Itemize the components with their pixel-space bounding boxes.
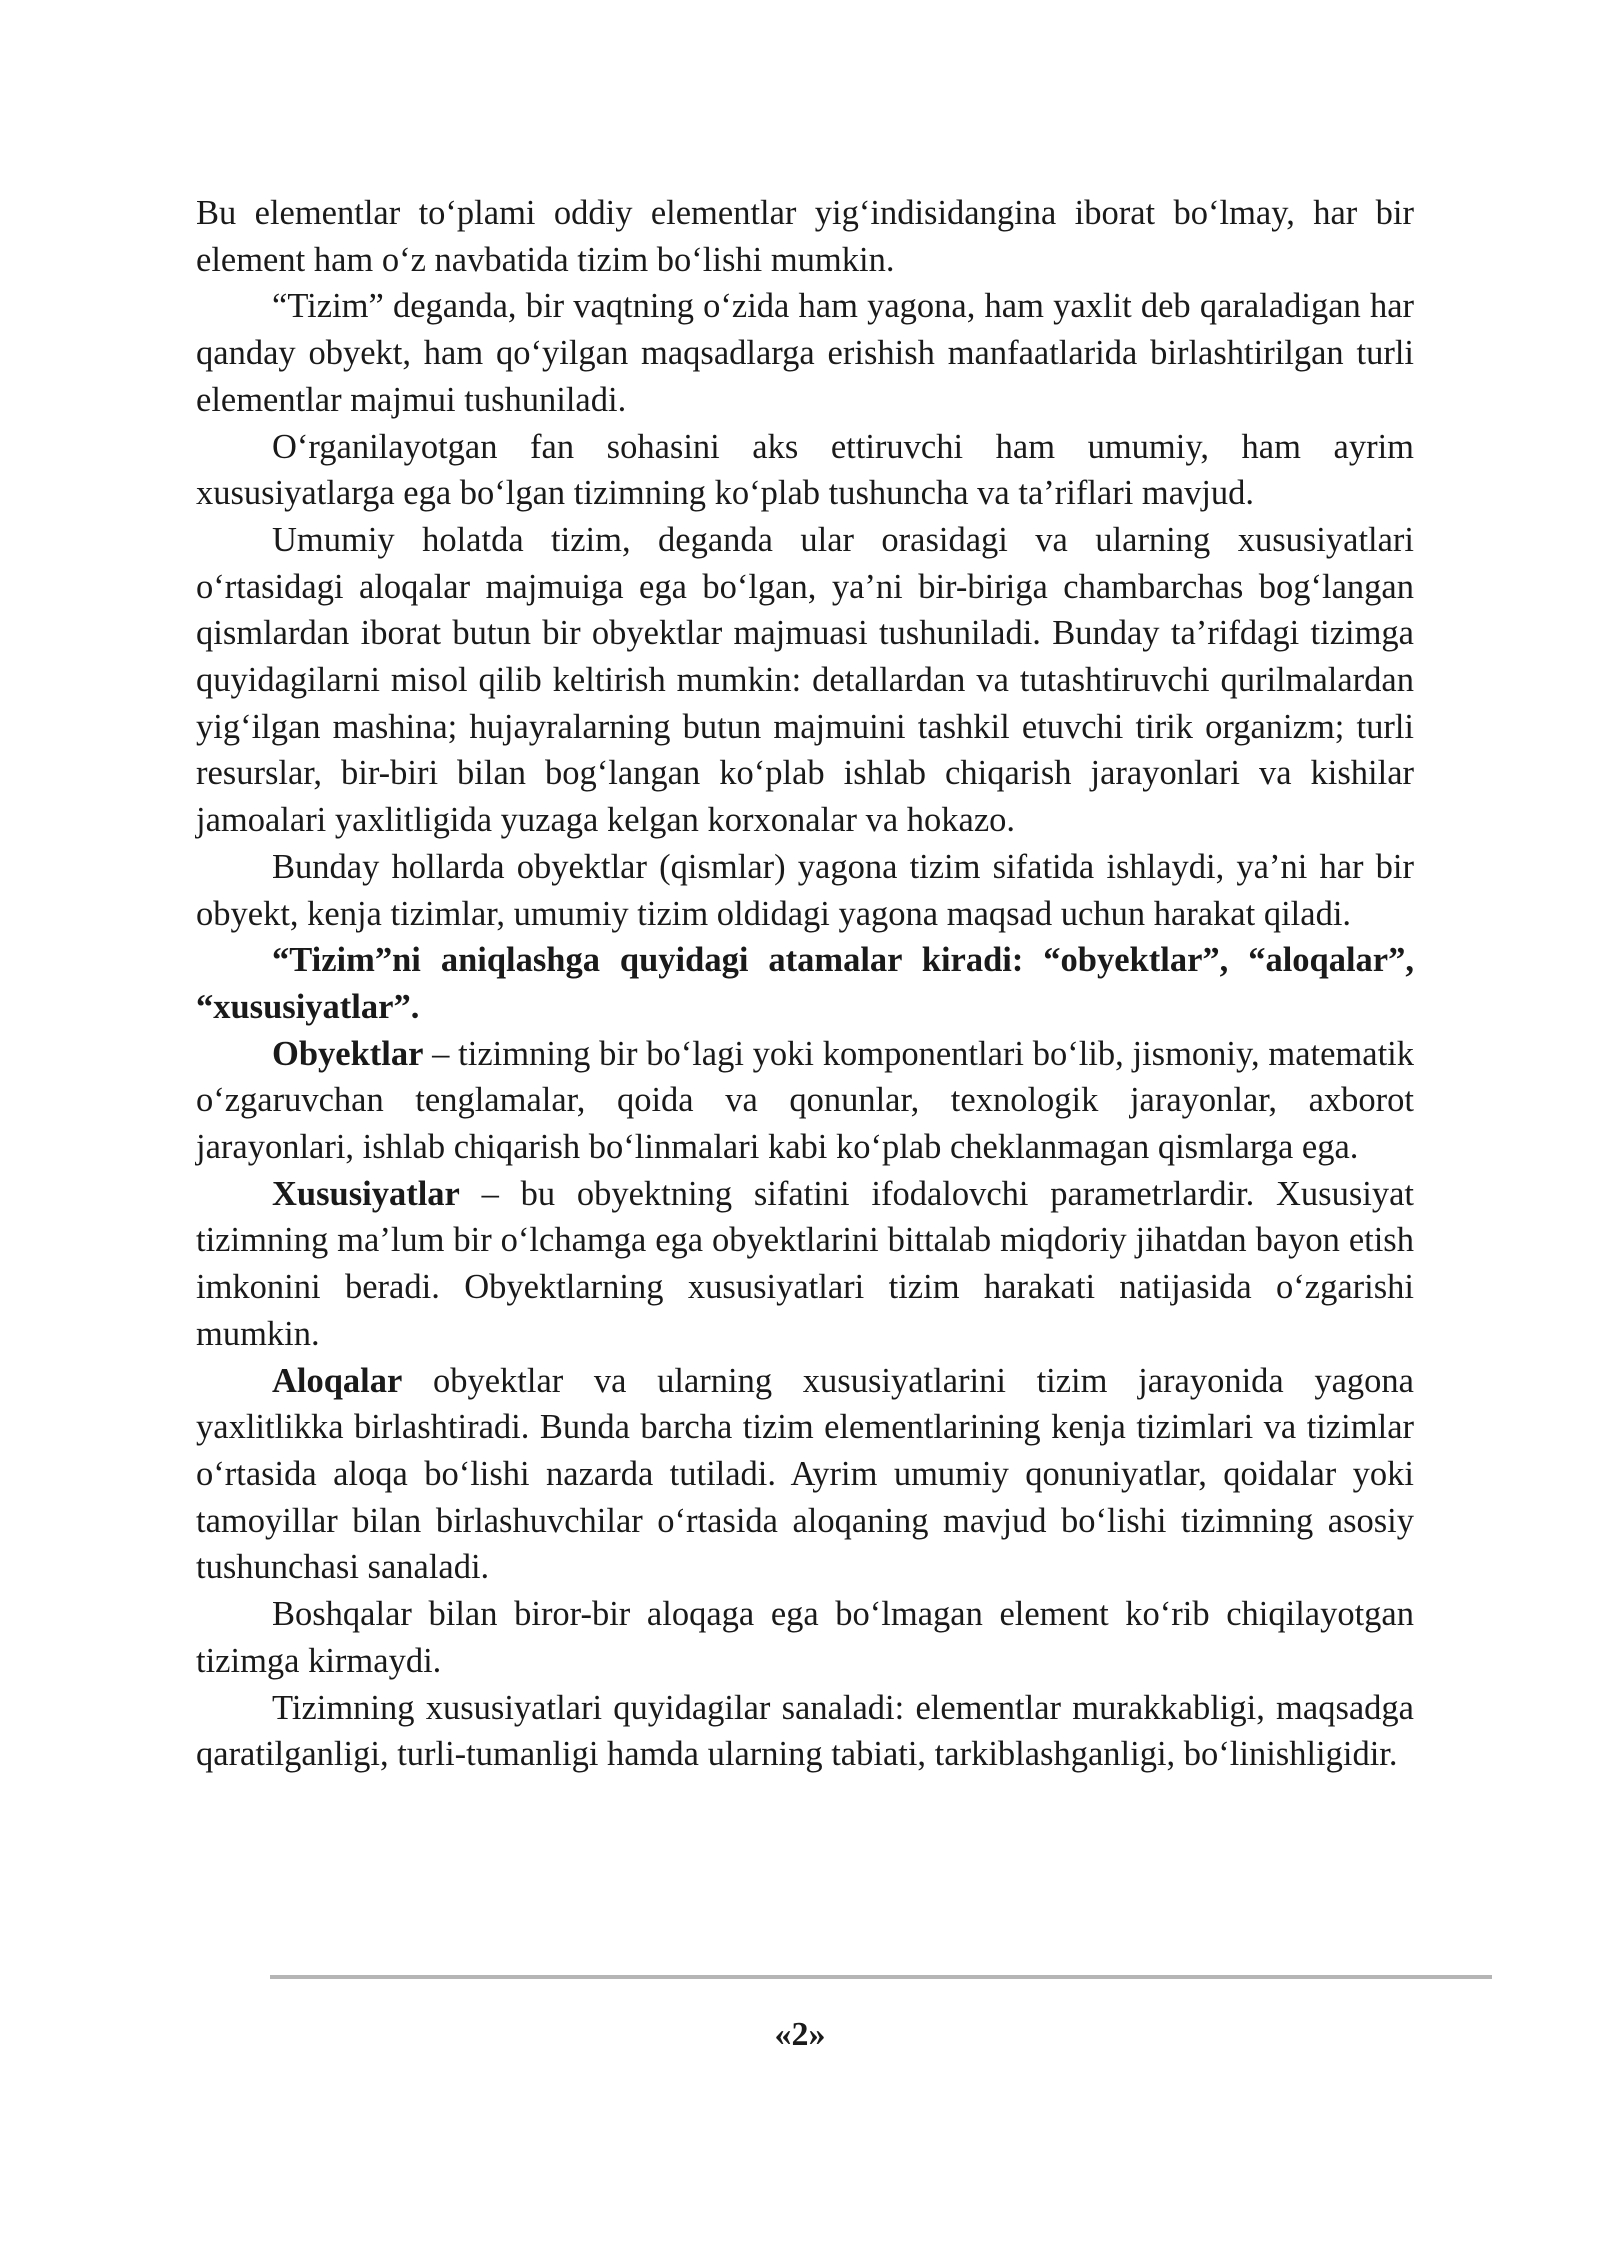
term-obyektlar: Obyektlar — [272, 1034, 424, 1073]
paragraph-7-objects — [196, 1031, 1414, 1171]
paragraph-4: Umumiy holatda tizim, deganda ular orasidagi va ularning xususiyatlari o‘rtasidagi aloqalar majmuiga ega bo‘lgan, ya’ni bir-biriga chambarchas bog‘langan qismlardan iborat butun bir obyektlar majmuasi tushuniladi. Bunday ta’rifdagi tizimga quyidagilarni misol qilib keltirish mumkin: detallardan va tutashtiruvchi qurilmalardan yig‘ilgan mashina; hujayralarning butun majmuini tashkil etuvchi tirik organizm; turli resurslar, bir-biri bilan bog‘langan ko‘plab ishlab chiqarish jarayonlari va kishilar jamoalari yaxlitligida yuzaga kelgan korxonalar va hokazo. — [196, 520, 1414, 840]
paragraph-5: Bunday hollarda obyektlar (qismlar) yagona tizim sifatida ishlaydi, ya’ni har bir obyekt, kenja tizimlar, umumiy tizim oldidagi yagona maqsad uchun harakat qiladi. — [196, 847, 1414, 933]
term-aloqalar: Aloqalar — [272, 1361, 403, 1400]
paragraph-3: O‘rganilayotgan fan sohasini aks ettiruvchi ham umumiy, ham ayrim xususiyatlarga ega bo‘lgan tizimning ko‘plab tushuncha va ta’riflari mavjud. — [196, 427, 1414, 513]
paragraph-7-text: – tizimning bir bo‘lagi yoki komponentlari bo‘lib, jismoniy, matematik o‘zgaruvchan tenglamalar, qoida va qonunlar, texnologik jarayonlar, axborot jarayonlari, ishlab chiqarish bo‘linmalari kabi ko‘plab cheklanmagan qismlarga ega. — [196, 1034, 1414, 1167]
paragraph-6-definition-terms: “Tizim”ni aniqlashga quyidagi atamalar kiradi: “obyektlar”, “aloqalar”, “xususiyatlar”. — [196, 941, 1414, 1026]
paragraph-1: Bu elementlar to‘plami oddiy elementlar yig‘indisidangina iborat bo‘lmay, har bir element ham o‘z navbatida tizim bo‘lishi mumkin. — [196, 194, 1414, 279]
term-xususiyatlar: Xususiyatlar — [272, 1174, 460, 1213]
document-body — [196, 190, 1414, 1778]
paragraph-11: Tizimning xususiyatlari quyidagilar sanaladi: elementlar murakkabligi, maqsadga qaratilganligi, turli-tumanligi hamda ularning tabiati, tarkiblashganligi, bo‘linishligidir. — [196, 1688, 1414, 1774]
page-number: «2» — [774, 2016, 826, 2053]
paragraph-8-properties — [196, 1171, 1414, 1358]
paragraph-2: “Tizim” deganda, bir vaqtning o‘zida ham yagona, ham yaxlit deb qaraladigan har qanday obyekt, ham qo‘yilgan maqsadlarga erishish manfaatlarida birlashtirilgan turli elementlar majmui tushuniladi. — [196, 287, 1414, 419]
footer-divider — [270, 1975, 1492, 1979]
paragraph-10: Boshqalar bilan biror-bir aloqaga ega bo‘lmagan element ko‘rib chiqilayotgan tizimga kirmaydi. — [196, 1595, 1414, 1680]
paragraph-9-text: obyektlar va ularning xususiyatlarini tizim jarayonida yagona yaxlitlikka birlashtiradi. Bunda barcha tizim elementlarining kenja tizimlari va tizimlar o‘rtasida aloqa bo‘lishi nazarda tutiladi. Ayrim umumiy qonuniyatlar, qoidalar yoki tamoyillar bilan birlashuvchilar o‘rtasida aloqaning mavjud bo‘lishi tizimning asosiy tushunchasi sanaladi. — [196, 1361, 1414, 1587]
paragraph-9-relations — [196, 1358, 1414, 1592]
paragraph-8-text: – bu obyektning sifatini ifodalovchi parametrlardir. Xususiyat tizimning ma’lum bir o‘lchamga ega obyektlarini bittalab miqdoriy jihatdan bayon etish imkonini beradi. Obyektlarning xususiyatlari tizim harakati natijasida o‘zgarishi mumkin. — [196, 1174, 1414, 1353]
